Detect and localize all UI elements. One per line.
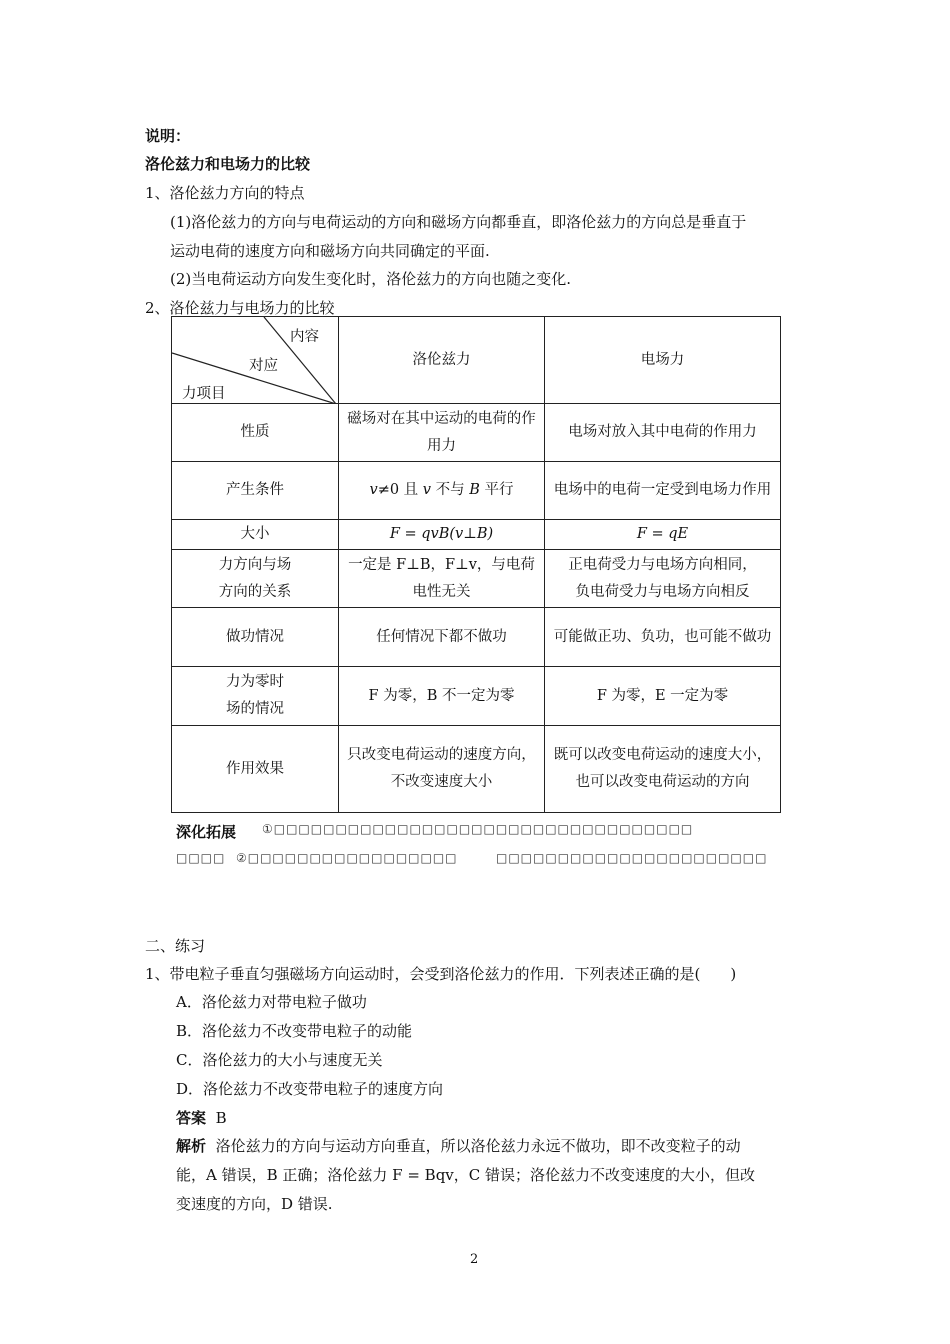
analysis-line3: 变速度的方向，D 错误.	[176, 1195, 333, 1213]
features-p1-line2: 运动电荷的速度方向和磁场方向共同确定的平面.	[170, 242, 490, 260]
row-item: 作用效果	[172, 726, 339, 813]
row-lorentz	[339, 462, 545, 520]
row-electric: 既可以改变电荷运动的速度大小，也可以改变电荷运动的方向	[545, 726, 781, 813]
features-p2: (2)当电荷运动方向发生变化时，洛伦兹力的方向也随之变化.	[170, 270, 572, 288]
row-item-line: 方向的关系	[218, 583, 292, 600]
row-item	[172, 550, 339, 608]
cond-part: 平行	[479, 482, 514, 498]
analysis-text: 洛伦兹力的方向与运动方向垂直，所以洛伦兹力永远不做功，即不改变粒子的动	[215, 1137, 741, 1155]
note-label: 说明：	[145, 127, 191, 145]
header-lorentz: 洛伦兹力	[339, 317, 545, 404]
header-electric: 电场力	[545, 317, 781, 404]
row-item: 大小	[172, 520, 339, 550]
features-title: 1、洛伦兹力方向的特点	[145, 184, 305, 202]
analysis-line1	[176, 1135, 741, 1156]
row-item: 产生条件	[172, 462, 339, 520]
deepen-line2-b: □□□□□□□□□□□□□□□□□□□□□□	[496, 851, 768, 865]
row-lorentz: F 为零，B 不一定为零	[339, 667, 545, 726]
table-row	[172, 462, 781, 520]
row-electric-line: 正电荷受力与电场方向相同，	[568, 556, 757, 573]
deepen-line2-a: ②□□□□□□□□□□□□□□□□□	[236, 851, 458, 865]
analysis-line2: 能，A 错误，B 正确；洛伦兹力 F = Bqv，C 错误；洛伦兹力不改变速度的大小，但改	[176, 1166, 756, 1184]
option-b: B．洛伦兹力不改变带电粒子的动能	[176, 1022, 413, 1040]
practice-heading: 二、练习	[145, 937, 206, 955]
comparison-title: 2、洛伦兹力与电场力的比较	[145, 299, 335, 317]
row-item: 做功情况	[172, 608, 339, 667]
row-item-line: 力方向与场	[218, 556, 292, 573]
answer-value: B	[215, 1109, 227, 1127]
question-1: 1、带电粒子垂直匀强磁场方向运动时，会受到洛伦兹力的作用．下列表述正确的是( )	[145, 965, 737, 983]
row-electric: 电场对放入其中电荷的作用力	[545, 404, 781, 462]
corner-label-top: 内容	[290, 329, 319, 345]
row-item: 性质	[172, 404, 339, 462]
table-row	[172, 667, 781, 726]
option-a: A．洛伦兹力对带电粒子做功	[176, 993, 367, 1011]
answer-line	[176, 1107, 227, 1128]
table-row	[172, 726, 781, 813]
row-lorentz: 磁场对在其中运动的电荷的作用力	[339, 404, 545, 462]
row-item-line: 力为零时	[226, 674, 284, 690]
cond-part: v	[369, 482, 378, 498]
deepen-line2-prefix: □□□□	[176, 851, 226, 865]
cond-part: 不与	[431, 482, 470, 498]
row-lorentz: 一定是 F⊥B，F⊥v，与电荷电性无关	[339, 550, 545, 608]
table-row	[172, 404, 781, 462]
table-row	[172, 608, 781, 667]
row-item	[172, 667, 339, 726]
answer-label: 答案	[176, 1109, 207, 1127]
page-number: 2	[470, 1252, 479, 1267]
row-item-line: 场的情况	[226, 701, 284, 717]
row-electric: F 为零，E 一定为零	[545, 667, 781, 726]
features-p1-line1: (1)洛伦兹力的方向与电荷运动的方向和磁场方向都垂直，即洛伦兹力的方向总是垂直于	[170, 213, 747, 231]
row-lorentz: 只改变电荷运动的速度方向，不改变速度大小	[339, 726, 545, 813]
corner-label-bottom: 力项目	[182, 386, 226, 402]
cond-part: ≠0 且	[377, 482, 423, 498]
row-electric-line: 负电荷受力与电场方向相反	[575, 583, 750, 600]
table-row	[172, 520, 781, 550]
section-title: 洛伦兹力和电场力的比较	[145, 155, 311, 173]
cond-part: B	[469, 482, 480, 498]
row-electric: F = qE	[545, 520, 781, 550]
row-lorentz: F = qvB(v⊥B)	[339, 520, 545, 550]
deepen-label: 深化拓展	[176, 823, 237, 841]
analysis-label: 解析	[176, 1137, 207, 1155]
table-row	[172, 550, 781, 608]
row-electric: 可能做正功、负功，也可能不做功	[545, 608, 781, 667]
row-lorentz: 任何情况下都不做功	[339, 608, 545, 667]
corner-label-middle: 对应	[249, 358, 278, 374]
option-d: D．洛伦兹力不改变带电粒子的速度方向	[176, 1080, 444, 1098]
row-electric: 电场中的电荷一定受到电场力作用	[545, 462, 781, 520]
comparison-table	[171, 316, 781, 813]
deepen-line1: ①□□□□□□□□□□□□□□□□□□□□□□□□□□□□□□□□□□	[262, 822, 694, 836]
row-electric	[545, 550, 781, 608]
cond-part: v	[422, 482, 431, 498]
table-corner-cell	[172, 317, 339, 404]
option-c: C．洛伦兹力的大小与速度无关	[176, 1051, 383, 1069]
